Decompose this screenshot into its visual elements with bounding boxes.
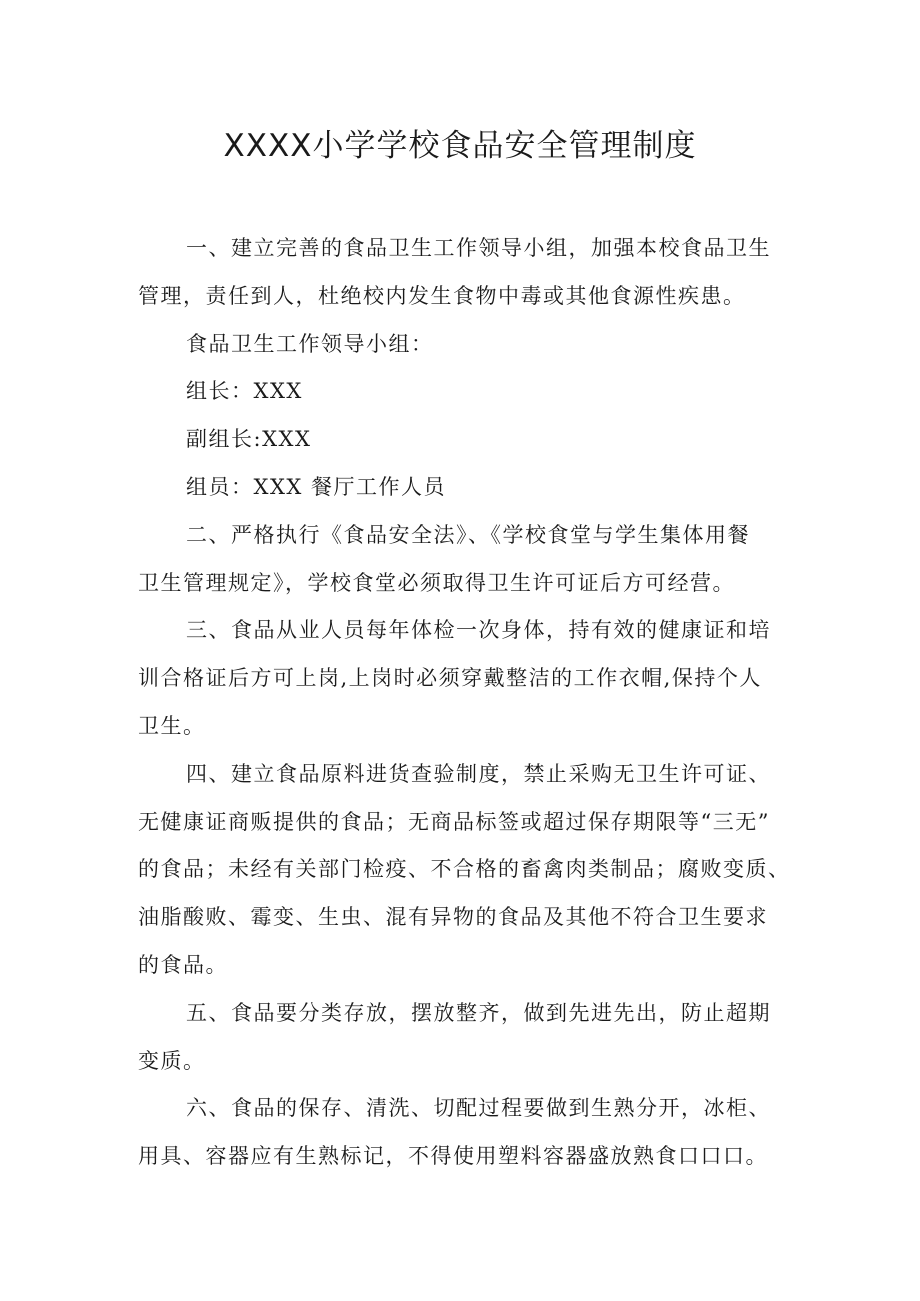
text-line: 油脂酸败、霉变、生虫、混有异物的食品及其他不符合卫生要求 [138, 905, 768, 930]
text-line: 训合格证后方可上岗,上岗时必须穿戴整洁的工作衣帽,保持个人 [138, 666, 762, 691]
text-line: 管理，责任到人，杜绝校内发生食物中毒或其他食源性疾患。 [138, 283, 746, 308]
text-line: 卫生。 [138, 713, 206, 738]
paragraph-deputy-leader [138, 416, 792, 464]
text-line: 二、严格执行《食品安全法》、《学校食堂与学生集体用餐 [186, 522, 750, 547]
document-title: XXXX小学学校食品安全管理制度 [223, 128, 697, 164]
text-line: 四、建立食品原料进货查验制度，禁止采购无卫生许可证、 [186, 761, 771, 786]
paragraph-2 [138, 512, 792, 608]
text-line: 一、建立完善的食品卫生工作领导小组，加强本校食品卫生 [186, 236, 771, 260]
text-line: 组长：XXX [186, 379, 303, 404]
text-line: 六、食品的保存、清洗、切配过程要做到生熟分开，冰柜、 [186, 1096, 771, 1121]
text-line: 用具、容器应有生熟标记，不得使用塑料容器盛放熟食口口口。 [138, 1144, 768, 1169]
text-line: 的食品；未经有关部门检疫、不合格的畜禽肉类制品；腐败变质、 [138, 857, 791, 882]
paragraph-1 [138, 225, 792, 321]
paragraph-leadership-group [138, 321, 792, 369]
text-line: 变质。 [138, 1048, 206, 1073]
text-line: 五、食品要分类存放，摆放整齐，做到先进先出，防止超期 [186, 1000, 771, 1025]
text-line: 食品卫生工作领导小组： [186, 331, 434, 356]
paragraph-group-leader [138, 368, 792, 416]
paragraph-members [138, 464, 792, 512]
paragraph-3 [138, 607, 792, 750]
text-line: 的食品。 [138, 952, 228, 977]
document-body [138, 225, 792, 1181]
paragraph-6 [138, 1085, 792, 1181]
text-line: 组员：XXX 餐厅工作人员 [186, 474, 447, 499]
text-line: 三、食品从业人员每年体检一次身体，持有效的健康证和培 [186, 618, 771, 643]
paragraph-5 [138, 990, 792, 1086]
text-line: 卫生管理规定》，学校食堂必须取得卫生许可证后方可经营。 [138, 570, 735, 595]
paragraph-4 [138, 751, 792, 990]
text-line: 副组长:XXX [186, 427, 312, 452]
text-line: 无健康证商贩提供的食品；无商品标签或超过保存期限等“三无” [138, 809, 770, 834]
